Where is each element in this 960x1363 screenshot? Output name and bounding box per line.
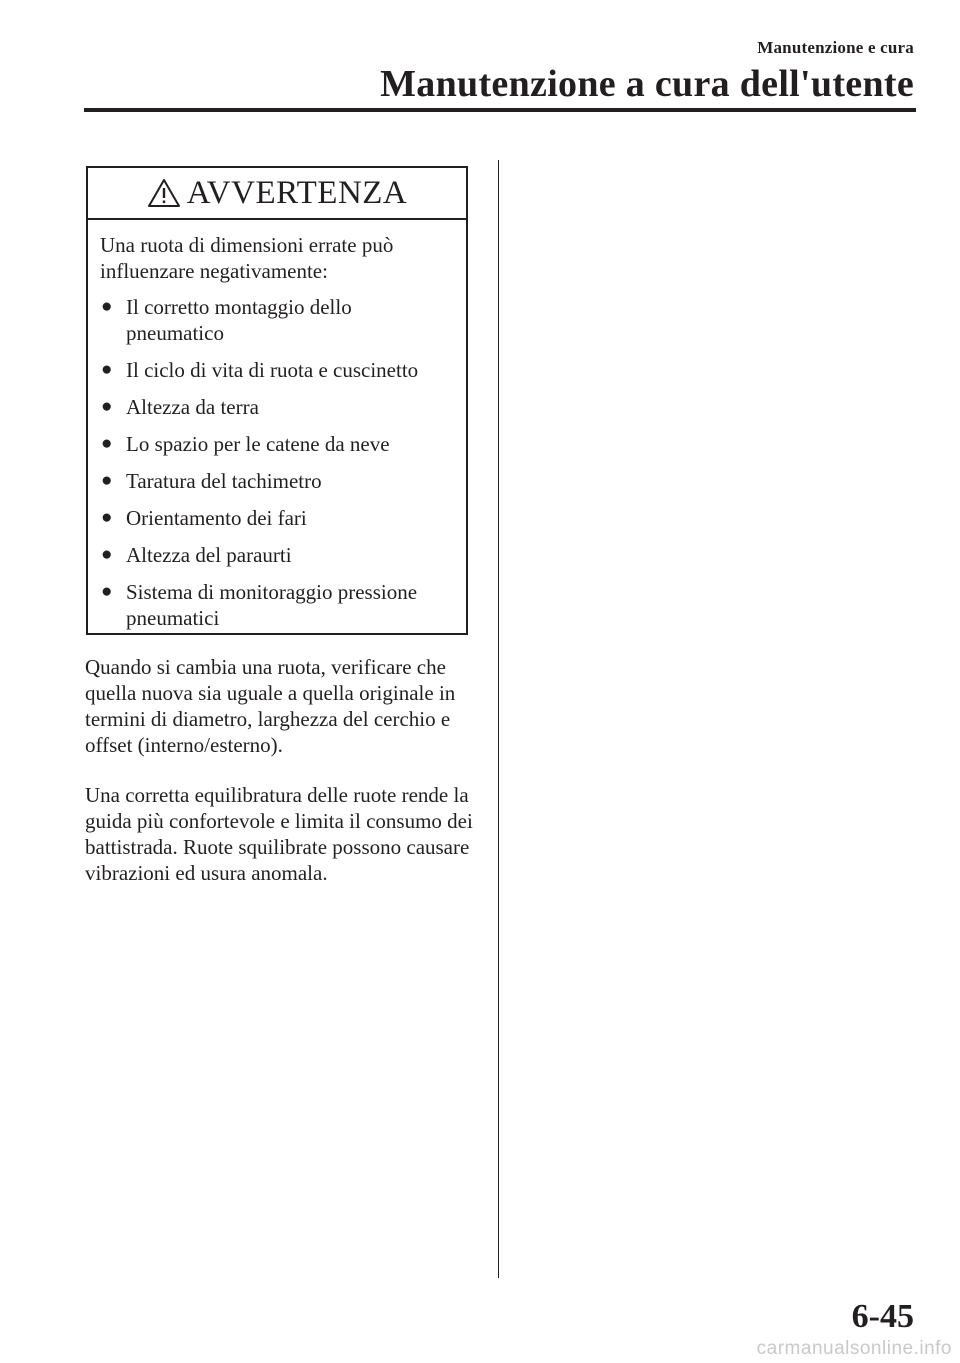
warning-list	[100, 294, 454, 631]
bullet-icon: ●	[101, 581, 113, 602]
list-item	[100, 542, 454, 568]
list-item	[100, 468, 454, 494]
watermark: carmanualsonline.info	[756, 1338, 952, 1359]
column-divider	[498, 160, 499, 1278]
list-item-text: Taratura del tachimetro	[126, 469, 322, 493]
bullet-icon: ●	[101, 433, 113, 454]
warning-header	[88, 168, 466, 220]
list-item-text: Il ciclo di vita di ruota e cuscinetto	[126, 358, 419, 382]
list-item-text: Altezza da terra	[126, 395, 259, 419]
list-item	[100, 431, 454, 457]
list-item	[100, 294, 454, 346]
bullet-icon: ●	[101, 544, 113, 565]
warning-box	[86, 166, 468, 635]
list-item	[100, 357, 454, 383]
bullet-icon: ●	[101, 507, 113, 528]
list-item-text: Il corretto montaggio dello pneumatico	[126, 295, 352, 345]
body-paragraph-wheel-replacement: Quando si cambia una ruota, verificare che quella nuova sia uguale a quella originale in termini di diametro, larghezza del cerchio e offset (interno/esterno).	[85, 655, 456, 757]
body-paragraph-wheel-balancing: Una corretta equilibratura delle ruote rende la guida più confortevole e limita il consumo dei battistrada. Ruote squilibrate possono causare vibrazioni ed usura anomala.	[85, 783, 473, 885]
bullet-icon: ●	[101, 359, 113, 380]
list-item	[100, 394, 454, 420]
warning-triangle-icon	[147, 178, 181, 208]
warning-body	[88, 220, 466, 631]
list-item-text: Sistema di monitoraggio pressione pneumatici	[126, 580, 418, 630]
page-number: 6-45	[851, 1298, 914, 1335]
list-item	[100, 579, 454, 631]
bullet-icon: ●	[101, 396, 113, 417]
warning-intro: Una ruota di dimensioni errate può influenzare negativamente:	[100, 233, 394, 283]
section-header: Manutenzione e cura	[757, 38, 914, 57]
list-item-text: Orientamento dei fari	[126, 506, 307, 530]
list-item-text: Lo spazio per le catene da neve	[126, 432, 390, 456]
bullet-icon: ●	[101, 296, 113, 317]
page-title: Manutenzione a cura dell'utente	[380, 63, 914, 105]
list-item-text: Altezza del paraurti	[126, 543, 292, 567]
header-rule	[84, 108, 916, 112]
bullet-icon: ●	[101, 470, 113, 491]
list-item	[100, 505, 454, 531]
warning-title: AVVERTENZA	[186, 174, 408, 211]
